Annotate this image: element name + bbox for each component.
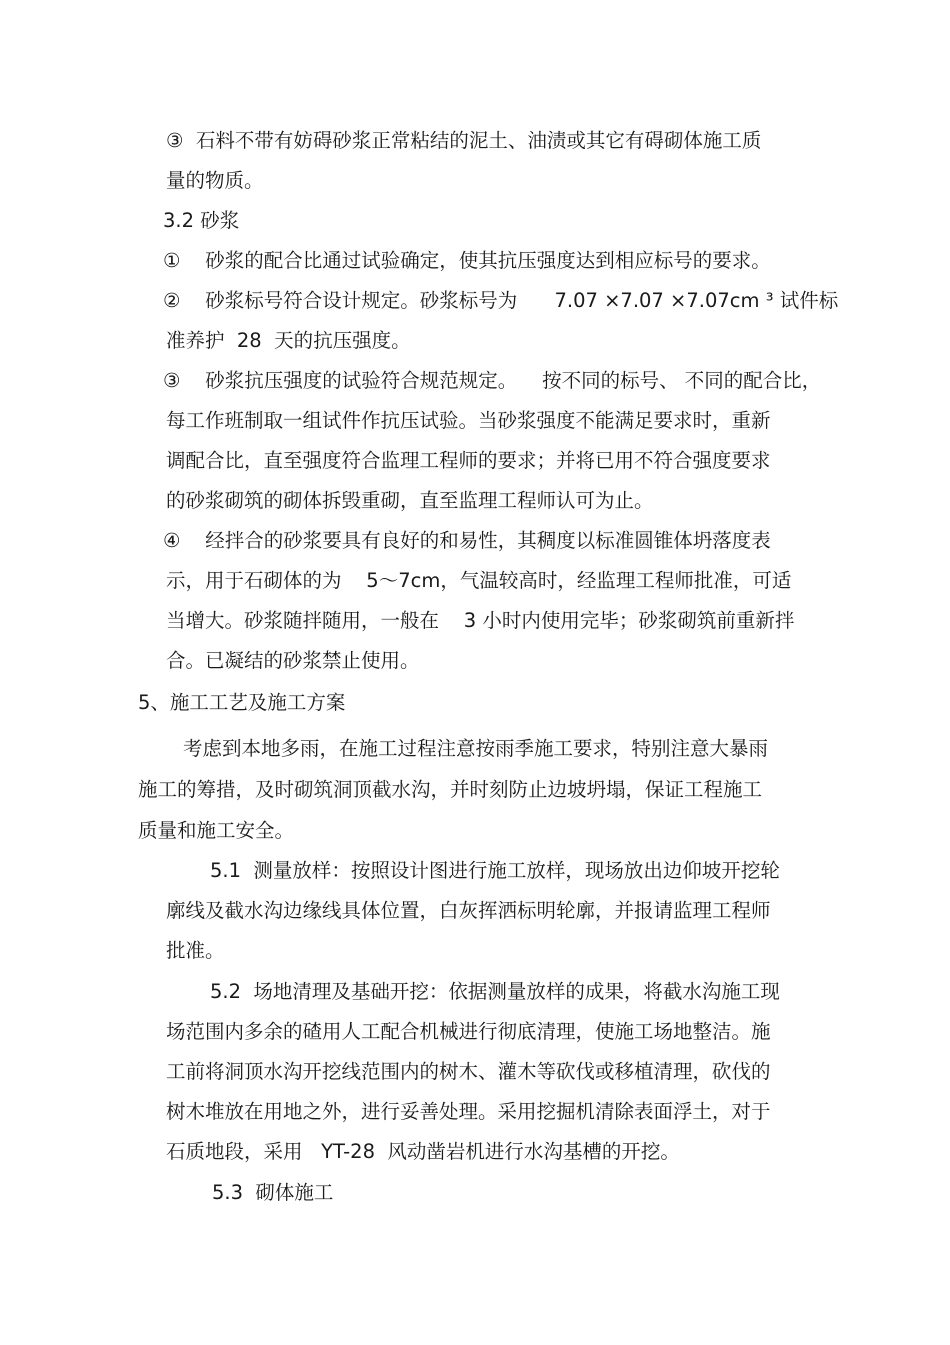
text-line-24: 工前将洞顶水沟开挖线范围内的树木、灌木等砍伐或移植清理，砍伐的 — [166, 1060, 771, 1083]
text-line-9: 调配合比，直至强度符合监理工程师的要求；并将已用不符合强度要求 — [166, 449, 771, 472]
text-line-22: 5.2 场地清理及基础开挖：依据测量放样的成果，将截水沟施工现 — [210, 980, 780, 1003]
section-heading-3-2: 3.2 砂浆 — [163, 209, 240, 232]
text-line-12: 示，用于石砌体的为 5～7cm，气温较高时，经监理工程师批准，可适 — [166, 569, 792, 592]
text-line-5: ② 砂浆标号符合设计规定。砂浆标号为 7.07 ×7.07 ×7.07cm ³ 试件标 — [163, 289, 839, 312]
text-line-26: 石质地段，采用 YT-28 风动凿岩机进行水沟基槽的开挖。 — [166, 1140, 680, 1163]
text-line-7: ③ 砂浆抗压强度的试验符合规范规定。 按不同的标号、 不同的配合比， — [163, 369, 822, 392]
text-line-1: ③ 石料不带有妨碍砂浆正常粘结的泥土、油渍或其它有碍砌体施工质 — [166, 129, 762, 152]
section-heading-5: 5、施工工艺及施工方案 — [138, 691, 346, 714]
text-line-19: 5.1 测量放样：按照设计图进行施工放样，现场放出边仰坡开挖轮 — [210, 859, 780, 882]
text-line-6: 准养护 28 天的抗压强度。 — [166, 329, 411, 352]
text-line-16: 考虑到本地多雨，在施工过程注意按雨季施工要求，特别注意大暴雨 — [183, 737, 769, 760]
text-line-4: ① 砂浆的配合比通过试验确定，使其抗压强度达到相应标号的要求。 — [163, 249, 771, 272]
text-line-2: 量的物质。 — [166, 169, 264, 192]
text-line-18: 质量和施工安全。 — [138, 819, 295, 842]
text-line-23: 场范围内多余的碴用人工配合机械进行彻底清理，使施工场地整洁。施 — [166, 1020, 771, 1043]
text-line-14: 合。已凝结的砂浆禁止使用。 — [166, 649, 420, 672]
text-line-17: 施工的筹措，及时砌筑洞顶截水沟，并时刻防止边坡坍塌，保证工程施工 — [138, 778, 763, 801]
text-line-11: ④ 经拌合的砂浆要具有良好的和易性，其稠度以标准圆锥体坍落度表 — [163, 529, 771, 552]
text-line-21: 批准。 — [166, 939, 225, 962]
text-line-10: 的砂浆砌筑的砌体拆毁重砌，直至监理工程师认可为止。 — [166, 489, 654, 512]
text-line-8: 每工作班制取一组试件作抗压试验。当砂浆强度不能满足要求时，重新 — [166, 409, 771, 432]
text-line-13: 当增大。砂浆随拌随用，一般在 3 小时内使用完毕；砂浆砌筑前重新拌 — [166, 609, 795, 632]
subsection-heading-5-3: 5.3 砌体施工 — [212, 1181, 334, 1204]
text-line-25: 树木堆放在用地之外，进行妥善处理。采用挖掘机清除表面浮土，对于 — [166, 1100, 771, 1123]
text-line-20: 廓线及截水沟边缘线具体位置，白灰挥洒标明轮廓，并报请监理工程师 — [166, 899, 771, 922]
